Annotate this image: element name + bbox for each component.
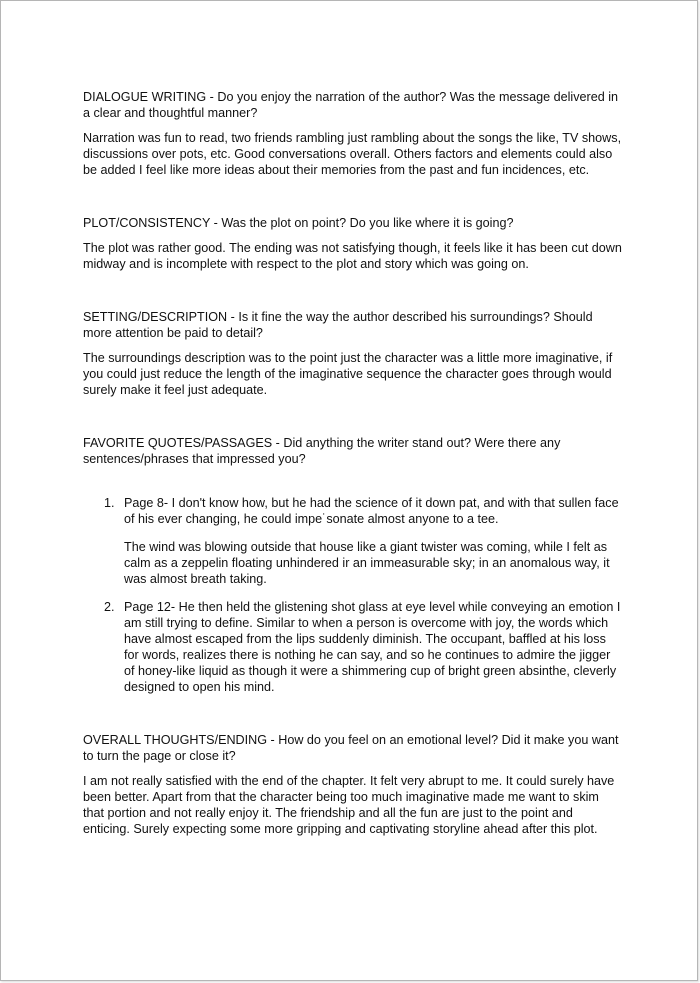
question-dialogue-writing [83, 89, 623, 121]
section-plot-consistency [83, 215, 623, 272]
question-overall-thoughts [83, 732, 623, 764]
quote-item-1 [83, 495, 623, 587]
section-favorite-quotes [83, 435, 623, 695]
question-favorite-quotes [83, 435, 623, 467]
document-content [83, 89, 623, 837]
quote-text-secondary: The wind was blowing outside that house like a giant twister was coming, while I felt as calm as a zeppelin floating unhindered ir an immeasurable sky; in an anomalous way, it was almost breath taking. [124, 540, 610, 586]
quote-text: Page 8- I don't know how, but he had the science of it down pat, and with that sullen face of his ever changing, he could impe˙sonate almost anyone to a tee. [124, 496, 619, 526]
section-overall-thoughts [83, 732, 623, 837]
answer-setting-description: The surroundings description was to the point just the character was a little more imaginative, if you could just reduce the length of the imaginative sequence the character goes through would surely make it feel just adequate. [83, 351, 613, 397]
question-heading: FAVORITE QUOTES/PASSAGES [83, 436, 273, 450]
list-number: 1. [104, 496, 115, 510]
section-setting-description [83, 309, 623, 398]
question-setting-description [83, 309, 623, 341]
question-heading: OVERALL THOUGHTS/ENDING [83, 733, 268, 747]
quote-text: Page 12- He then held the glistening shot glass at eye level while conveying an emotion I am still trying to define. Similar to when a person is overcome with joy, the words which have almost escaped from the lips suddenly diminish. The occupant, baffled at his loss for words, realizes there is nothing he can say, and so he continues to admire the jigger of honey-like liquid as though it were a shimmering cup of bright green absinthe, cleverly designed to open his mind. [124, 600, 621, 694]
quote-item-2 [83, 599, 623, 695]
question-text: - Was the plot on point? Do you like where it is going? [210, 216, 514, 230]
question-text: - How do you feel on an emotional level? Did it make you want to turn the page or close it? [83, 733, 619, 763]
section-dialogue-writing [83, 89, 623, 178]
answer-plot-consistency: The plot was rather good. The ending was not satisfying though, it feels like it has been cut down midway and is incomplete with respect to the plot and story which was going on. [83, 241, 622, 271]
question-heading: SETTING/DESCRIPTION [83, 310, 228, 324]
question-text: - Is it fine the way the author described his surroundings? Should more attention be paid to detail? [83, 310, 593, 340]
answer-dialogue-writing: Narration was fun to read, two friends rambling just rambling about the songs the like, TV shows, discussions over pots, etc. Good conversations overall. Others factors and elements could also be added I feel like more ideas about their memories from the past and fun incidences, etc. [83, 131, 622, 177]
question-plot-consistency [83, 215, 623, 231]
question-text: - Did anything the writer stand out? Were there any sentences/phrases that impressed you? [83, 436, 561, 466]
answer-overall-thoughts: I am not really satisfied with the end of the chapter. It felt very abrupt to me. It could surely have been better. Apart from that the character being too much imaginative made me want to skim that portion and not really enjoy it. The friendship and all the fun are just to the point and enticing. Surely expecting some more gripping and captivating storyline ahead after this plot. [83, 774, 615, 836]
quotes-list [83, 495, 623, 695]
question-text: - Do you enjoy the narration of the author? Was the message delivered in a clear and thoughtful manner? [83, 90, 619, 120]
list-number: 2. [104, 600, 115, 614]
question-heading: PLOT/CONSISTENCY [83, 216, 211, 230]
question-heading: DIALOGUE WRITING [83, 90, 207, 104]
